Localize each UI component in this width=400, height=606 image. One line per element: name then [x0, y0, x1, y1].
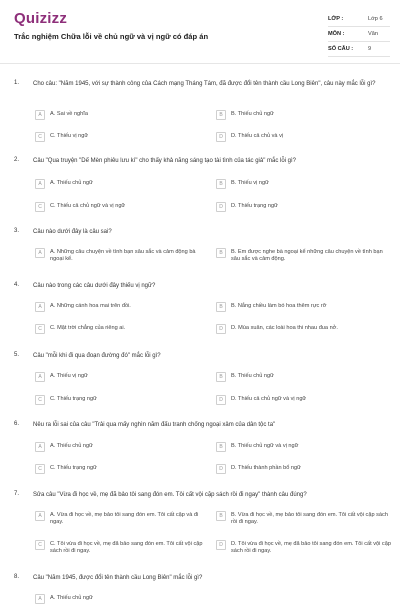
answer-option[interactable]: [35, 395, 207, 407]
answer-option[interactable]: [216, 511, 391, 529]
answer-option[interactable]: [35, 372, 207, 384]
worksheet-title: Trắc nghiệm Chữa lỗi về chủ ngữ và vị ngữ có đáp án: [14, 32, 209, 41]
option-text: A. Thiếu chủ ngữ: [50, 180, 93, 186]
header-divider: [0, 63, 400, 64]
option-letter-badge: A: [35, 442, 45, 452]
option-text: C. Thiếu trạng ngữ: [50, 465, 97, 471]
question-number: 6.: [14, 421, 20, 427]
question-text: Nêu ra lỗi sai của câu "Trải qua mấy nghìn năm đấu tranh chống ngoại xâm của dân tộc ta": [33, 422, 276, 428]
option-text: B. Thiếu chủ ngữ và vị ngữ: [231, 443, 299, 449]
question-text: Câu nào dưới đây là câu sai?: [33, 229, 112, 235]
answer-option[interactable]: [216, 132, 391, 144]
answer-option[interactable]: [216, 202, 391, 214]
meta-row-class: [328, 12, 390, 27]
option-letter-badge: A: [35, 248, 45, 258]
answer-option[interactable]: [216, 302, 391, 314]
meta-row-count: [328, 42, 390, 57]
option-letter-badge: D: [216, 324, 226, 334]
answer-option[interactable]: [35, 110, 207, 122]
option-text: C. Thiếu vị ngữ: [50, 133, 89, 139]
answer-option[interactable]: [216, 110, 391, 122]
meta-row-subject: [328, 27, 390, 42]
answer-option[interactable]: [35, 202, 207, 214]
option-text: D. Thiếu trạng ngữ: [231, 203, 278, 209]
answer-option[interactable]: [35, 464, 207, 476]
answer-option[interactable]: [35, 179, 207, 191]
answer-option[interactable]: [216, 372, 391, 384]
answer-option[interactable]: [216, 464, 391, 476]
question-number: 7.: [14, 491, 20, 497]
question-number: 5.: [14, 352, 20, 358]
option-letter-badge: C: [35, 540, 45, 550]
answer-option[interactable]: [35, 540, 207, 558]
option-letter-badge: A: [35, 110, 45, 120]
option-letter-badge: C: [35, 395, 45, 405]
answer-option[interactable]: [35, 302, 207, 314]
option-text: D. Thiếu cả chủ và vị: [231, 133, 284, 139]
meta-value: 9: [368, 46, 372, 52]
option-letter-badge: D: [216, 202, 226, 212]
option-letter-badge: C: [35, 464, 45, 474]
question-number: 1.: [14, 80, 20, 86]
option-text: C. Thiếu trạng ngữ: [50, 396, 97, 402]
option-text: D. Mùa xuân, các loài hoa thi nhau đua nở.: [231, 325, 338, 331]
option-letter-badge: C: [35, 202, 45, 212]
meta-label: SỐ CÂU :: [328, 46, 354, 52]
option-letter-badge: D: [216, 540, 226, 550]
question-text: Sửa câu "Vừa đi học về, mẹ đã bảo tôi sang đón em. Tôi cất vội cặp sách rồi đi ngay" thành câu đúng?: [33, 492, 307, 498]
option-letter-badge: D: [216, 132, 226, 142]
option-text: B. Thiếu chủ ngữ: [231, 111, 274, 117]
option-text: B. Thiếu chủ ngữ: [231, 373, 274, 379]
option-letter-badge: C: [35, 324, 45, 334]
answer-option[interactable]: [216, 442, 391, 454]
option-text: D. Tôi vừa đi học về, mẹ đã bảo tôi sang đón em. Tôi cất vội cặp sách rồi đi ngay.: [231, 541, 391, 555]
option-text: A. Vừa đi học về, mẹ bảo tôi sang đón em. Tôi cất cặp và đi ngay.: [50, 512, 199, 526]
option-letter-badge: B: [216, 511, 226, 521]
option-text: A. Thiếu chủ ngữ: [50, 595, 93, 601]
answer-option[interactable]: [216, 248, 391, 266]
question-text: Cho câu: "Năm 1945, với sự thành công của Cách mạng Tháng Tám, đã được đổi tên thành cầu Long Biên", câu này mắc lỗi gì?: [33, 81, 376, 87]
option-text: B. Em được nghe bà ngoại kể những câu chuyện về tình bạn sâu sắc và cảm động.: [231, 249, 383, 263]
question-text: Câu "Qua truyện "Dế Mèn phiêu lưu kí" cho thấy khả năng sáng tạo tài tình của tác giả" mắc lỗi gì?: [33, 158, 297, 164]
quizizz-logo: Quizizz: [14, 10, 68, 27]
option-letter-badge: B: [216, 110, 226, 120]
option-text: A. Thiếu chủ ngữ: [50, 443, 93, 449]
option-text: A. Những câu chuyện về tình bạn sâu sắc và cảm động bà ngoại kể.: [50, 249, 196, 263]
option-letter-badge: A: [35, 372, 45, 382]
answer-option[interactable]: [35, 248, 207, 266]
option-letter-badge: B: [216, 372, 226, 382]
meta-label: LỚP :: [328, 16, 344, 22]
question-number: 2.: [14, 157, 20, 163]
option-text: D. Thiếu thành phần bổ ngữ: [231, 465, 301, 471]
answer-option[interactable]: [216, 395, 391, 407]
option-letter-badge: A: [35, 594, 45, 604]
option-letter-badge: D: [216, 395, 226, 405]
option-text: B. Thiếu vị ngữ: [231, 180, 269, 186]
option-text: B. Vừa đi học về, mẹ bảo tôi sang đón em. Tôi cất vội cặp sách rồi đi ngay.: [231, 512, 388, 526]
option-text: C. Thiếu cả chủ ngữ và vị ngữ: [50, 203, 126, 209]
option-text: A. Sai về nghĩa: [50, 111, 88, 117]
option-text: C. Mặt trời chẳng của riêng ai.: [50, 325, 126, 331]
option-text: B. Nắng chiều làm bó hoa thêm rực rỡ: [231, 303, 327, 309]
answer-option[interactable]: [35, 324, 207, 336]
question-number: 8.: [14, 574, 20, 580]
option-letter-badge: A: [35, 302, 45, 312]
answer-option[interactable]: [216, 540, 391, 558]
option-letter-badge: A: [35, 511, 45, 521]
meta-label: MÔN :: [328, 31, 345, 37]
question-text: Câu "mỗi khi đi qua đoạn đường đó" mắc lỗi gì?: [33, 353, 161, 359]
option-text: A. Thiếu vị ngữ: [50, 373, 88, 379]
answer-option[interactable]: [216, 324, 391, 336]
answer-option[interactable]: [216, 179, 391, 191]
option-letter-badge: B: [216, 248, 226, 258]
option-letter-badge: B: [216, 302, 226, 312]
option-letter-badge: C: [35, 132, 45, 142]
option-letter-badge: B: [216, 179, 226, 189]
option-text: C. Tôi vừa đi học về, mẹ đã bảo sang đón em. Tôi cất vội cặp sách rồi đi ngay.: [50, 541, 203, 555]
question-number: 3.: [14, 228, 20, 234]
answer-option[interactable]: [35, 132, 207, 144]
option-text: D. Thiếu cả chủ ngữ và vị ngữ: [231, 396, 307, 402]
answer-option[interactable]: [35, 511, 207, 529]
option-letter-badge: D: [216, 464, 226, 474]
option-letter-badge: B: [216, 442, 226, 452]
question-text: Câu nào trong các câu dưới đây thiếu vị ngữ?: [33, 283, 156, 289]
answer-option[interactable]: [35, 594, 207, 606]
meta-value: Lớp 6: [368, 16, 383, 22]
question-text: Câu "Năm 1945, được đổi tên thành cầu Long Biên" mắc lỗi gì?: [33, 575, 203, 581]
meta-value: Văn: [368, 31, 378, 37]
option-text: A. Những cánh hoa mai trên đồi.: [50, 303, 131, 309]
answer-option[interactable]: [35, 442, 207, 454]
option-letter-badge: A: [35, 179, 45, 189]
question-number: 4.: [14, 282, 20, 288]
worksheet-meta: [328, 12, 390, 57]
